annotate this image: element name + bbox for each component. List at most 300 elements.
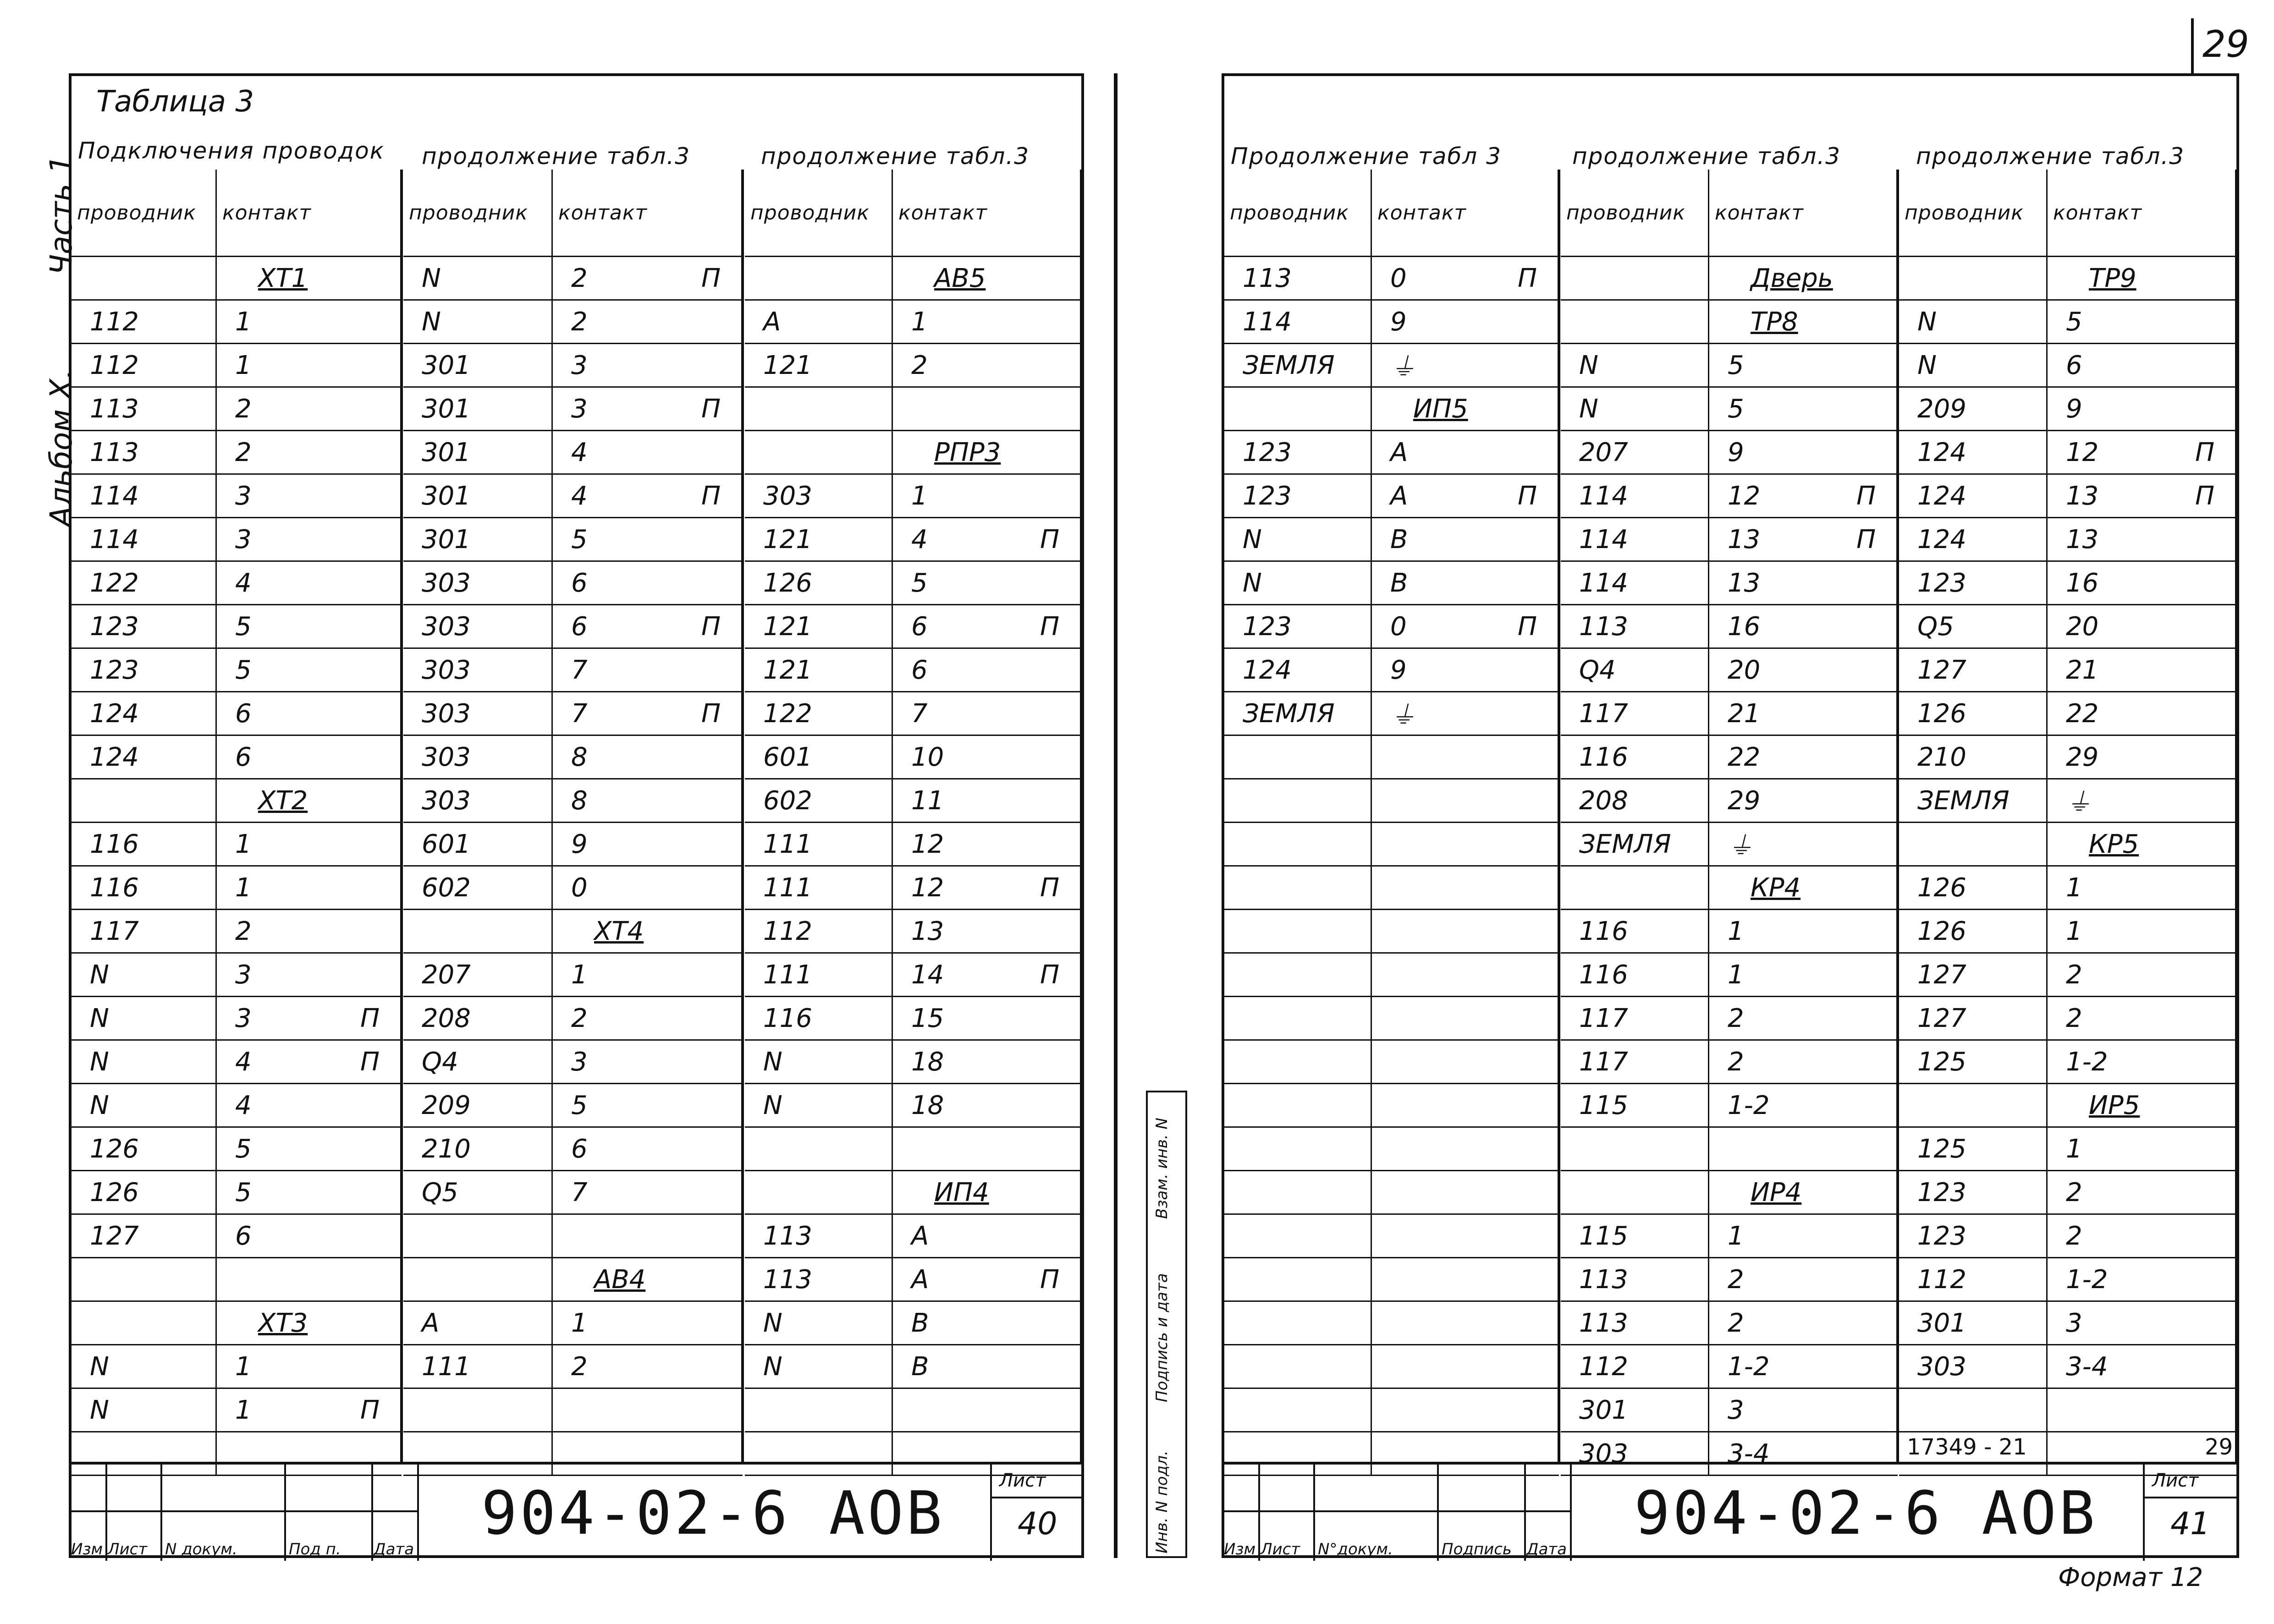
contact-cell: 3 <box>216 518 361 561</box>
mark-cell <box>2195 561 2236 605</box>
wire-cell: ЗЕМЛЯ <box>1224 692 1371 735</box>
table-row <box>72 1214 402 1258</box>
table-row <box>403 1127 743 1171</box>
wire-cell: 125 <box>1899 1040 2047 1084</box>
mark-cell <box>701 866 743 910</box>
mark-cell <box>1040 910 1081 953</box>
wire-cell: 301 <box>403 387 552 431</box>
header-wire: проводник <box>745 170 892 257</box>
table-row <box>1899 431 2236 474</box>
contact-cell: 1 <box>1709 1214 1857 1258</box>
contact-cell: B <box>1371 518 1518 561</box>
mark-cell <box>360 300 402 344</box>
contact-cell: 1-2 <box>2047 1040 2196 1084</box>
mark-cell <box>1856 431 1898 474</box>
wire-cell: 301 <box>1561 1388 1709 1432</box>
wire-cell: 114 <box>72 474 216 518</box>
table-row <box>1899 387 2236 431</box>
wire-cell <box>1561 866 1709 910</box>
header-wire: проводник <box>1899 170 2047 257</box>
mark-cell <box>1518 431 1559 474</box>
mark-cell <box>2195 605 2236 648</box>
table-row <box>1224 823 1559 866</box>
table-row <box>745 910 1081 953</box>
margin-podpis-data: Подпись и дата <box>1153 1273 1171 1402</box>
table-row <box>403 1171 743 1214</box>
table-row <box>1899 779 2236 823</box>
mark-cell <box>701 1345 743 1388</box>
contact-cell <box>1371 910 1518 953</box>
wire-cell: N <box>72 1040 216 1084</box>
mark-cell <box>1518 1258 1559 1301</box>
wire-cell: 303 <box>1561 1432 1709 1476</box>
wire-cell: 125 <box>1899 1127 2047 1171</box>
left-table-block-2 <box>403 170 743 1476</box>
mark-cell <box>360 1171 402 1214</box>
wire-cell <box>1899 1084 2047 1127</box>
table-row <box>1224 997 1559 1040</box>
mark-cell <box>2195 300 2236 344</box>
mark-cell <box>1040 257 1081 300</box>
mark-cell <box>1040 561 1081 605</box>
right-margin-box <box>1146 1091 1187 1558</box>
wire-cell: 121 <box>745 344 892 387</box>
mark-cell <box>1040 300 1081 344</box>
table-row <box>745 1301 1081 1345</box>
mark-cell <box>1040 1345 1081 1388</box>
device-group-label: ИР4 <box>1709 1171 1857 1214</box>
contact-cell: 3 <box>216 997 361 1040</box>
wire-cell: N <box>1561 344 1709 387</box>
mark-cell: П <box>360 1040 402 1084</box>
device-group-label: Дверь <box>1709 257 1857 300</box>
contact-cell: A <box>1371 431 1518 474</box>
table-row <box>745 431 1081 474</box>
wire-cell: 114 <box>72 518 216 561</box>
mark-cell <box>1518 1171 1559 1214</box>
mark-cell <box>1856 300 1898 344</box>
contact-cell: 8 <box>552 735 702 779</box>
device-group-label: XT2 <box>216 779 361 823</box>
wire-cell: 303 <box>403 692 552 735</box>
mark-cell: П <box>1518 605 1559 648</box>
contact-cell: 5 <box>216 1127 361 1171</box>
mark-cell <box>1040 1040 1081 1084</box>
wire-cell: 301 <box>403 344 552 387</box>
contact-cell: 2 <box>2047 1214 2196 1258</box>
mark-cell <box>360 474 402 518</box>
mark-cell <box>2195 997 2236 1040</box>
contact-cell: 1 <box>1709 953 1857 997</box>
table-row <box>72 518 402 561</box>
wire-cell: 207 <box>403 953 552 997</box>
table-row <box>1899 997 2236 1040</box>
contact-cell: 9 <box>1371 300 1518 344</box>
table-row <box>1561 823 1898 866</box>
wire-cell: 602 <box>403 866 552 910</box>
right-col2-title: продолжение табл.3 <box>1572 143 1841 170</box>
mark-cell <box>2195 1127 2236 1171</box>
contact-cell: ⏚ <box>1709 823 1857 866</box>
table-row <box>1899 692 2236 735</box>
page-number: 29 <box>2202 23 2249 66</box>
wire-cell: N <box>72 1345 216 1388</box>
wire-cell: 124 <box>1899 518 2047 561</box>
wire-cell: 117 <box>1561 692 1709 735</box>
left-col2-title: продолжение табл.3 <box>422 143 691 170</box>
mark-cell: П <box>701 387 743 431</box>
left-sig-podp: Под п. <box>289 1540 341 1558</box>
table-row <box>72 561 402 605</box>
table-row <box>1561 1127 1898 1171</box>
device-group-label: КР4 <box>1709 866 1857 910</box>
table-row <box>1561 1258 1898 1301</box>
contact-cell <box>1371 953 1518 997</box>
table-row <box>403 1345 743 1388</box>
contact-cell <box>552 1214 702 1258</box>
mark-cell <box>360 344 402 387</box>
wire-cell <box>1561 1127 1709 1171</box>
mark-cell <box>1518 1084 1559 1127</box>
table-row <box>1224 1345 1559 1388</box>
table-row <box>1899 605 2236 648</box>
table-row <box>745 1084 1081 1127</box>
contact-cell: 0 <box>1371 605 1518 648</box>
contact-cell: 2 <box>552 997 702 1040</box>
contact-cell: 6 <box>892 605 1041 648</box>
wire-cell: 123 <box>72 605 216 648</box>
wire-cell: 113 <box>72 431 216 474</box>
mark-cell: П <box>1856 474 1898 518</box>
contact-cell: 9 <box>2047 387 2196 431</box>
mark-cell <box>1856 1214 1898 1258</box>
mark-cell <box>1040 692 1081 735</box>
wire-cell: 301 <box>403 474 552 518</box>
wire-cell: 112 <box>745 910 892 953</box>
mark-cell <box>360 866 402 910</box>
table-row <box>403 866 743 910</box>
wire-cell <box>1224 1388 1371 1432</box>
right-sig-ndoc: N°докум. <box>1318 1540 1393 1558</box>
table-row <box>745 561 1081 605</box>
mark-cell <box>1856 1040 1898 1084</box>
mark-cell <box>701 1214 743 1258</box>
mark-cell <box>1040 431 1081 474</box>
wire-cell: N <box>745 1301 892 1345</box>
wire-cell <box>72 779 216 823</box>
header-contact: контакт <box>552 170 743 257</box>
wire-cell: 303 <box>403 561 552 605</box>
wire-cell: N <box>745 1345 892 1388</box>
contact-cell: 3 <box>1709 1388 1857 1432</box>
wire-cell: N <box>745 1040 892 1084</box>
wire-cell: 117 <box>1561 1040 1709 1084</box>
contact-cell <box>1371 735 1518 779</box>
table-row <box>1899 823 2236 866</box>
contact-cell: 1 <box>892 474 1041 518</box>
table-row <box>745 300 1081 344</box>
table-row <box>745 1040 1081 1084</box>
right-col1-title: Продолжение табл 3 <box>1231 143 1502 170</box>
table-row <box>1224 605 1559 648</box>
table-row <box>403 344 743 387</box>
table-row <box>1224 387 1559 431</box>
wire-cell: N <box>1899 344 2047 387</box>
wire-cell <box>1224 953 1371 997</box>
wire-cell: 116 <box>745 997 892 1040</box>
mark-cell <box>701 997 743 1040</box>
wire-cell: 114 <box>1561 518 1709 561</box>
mark-cell <box>360 823 402 866</box>
mark-cell <box>2195 910 2236 953</box>
mark-cell <box>701 300 743 344</box>
table-row <box>403 779 743 823</box>
wire-contact-table <box>1899 170 2236 1476</box>
contact-cell: 2 <box>1709 1040 1857 1084</box>
table-row <box>745 648 1081 692</box>
wire-cell: 116 <box>1561 735 1709 779</box>
table-header-row <box>1224 170 1559 257</box>
wire-cell: 210 <box>403 1127 552 1171</box>
table-row <box>1224 344 1559 387</box>
left-col3-title: продолжение табл.3 <box>761 143 1030 170</box>
mark-cell <box>1518 953 1559 997</box>
contact-cell: 0 <box>1371 257 1518 300</box>
mark-cell <box>360 518 402 561</box>
table-row <box>1224 518 1559 561</box>
contact-cell: 18 <box>892 1040 1041 1084</box>
table-row <box>1561 561 1898 605</box>
header-wire: проводник <box>1224 170 1371 257</box>
contact-cell: ⏚ <box>1371 692 1518 735</box>
mark-cell <box>360 735 402 779</box>
wire-cell: 126 <box>72 1127 216 1171</box>
table-row <box>403 997 743 1040</box>
contact-cell <box>892 1127 1041 1171</box>
header-contact: контакт <box>1371 170 1559 257</box>
wire-cell: 113 <box>1561 1258 1709 1301</box>
table-row <box>403 735 743 779</box>
contact-cell: 16 <box>2047 561 2196 605</box>
mark-cell <box>2195 1301 2236 1345</box>
contact-cell: 2 <box>216 910 361 953</box>
mark-cell: П <box>701 474 743 518</box>
contact-cell: 1 <box>2047 866 2196 910</box>
contact-cell: 1-2 <box>1709 1345 1857 1388</box>
wire-cell: 121 <box>745 648 892 692</box>
table-row <box>72 866 402 910</box>
wire-cell: Q5 <box>1899 605 2047 648</box>
wire-cell: 116 <box>72 866 216 910</box>
contact-cell: 2 <box>552 1345 702 1388</box>
table-row <box>1561 648 1898 692</box>
mark-cell <box>2195 823 2236 866</box>
contact-cell: 6 <box>892 648 1041 692</box>
mark-cell <box>1518 1127 1559 1171</box>
mark-cell <box>2195 1388 2236 1432</box>
wire-cell: 601 <box>745 735 892 779</box>
mark-cell <box>2195 1084 2236 1127</box>
mark-cell <box>701 1171 743 1214</box>
wire-cell: 123 <box>72 648 216 692</box>
mark-cell <box>1040 1127 1081 1171</box>
mark-cell <box>701 1084 743 1127</box>
left-col1-title: Подключения проводок <box>78 137 385 164</box>
table-row <box>1224 735 1559 779</box>
right-sig-podp: Подпись <box>1442 1540 1512 1558</box>
wire-cell: ЗЕМЛЯ <box>1224 344 1371 387</box>
mark-cell <box>1856 648 1898 692</box>
table-row <box>1561 866 1898 910</box>
table-row <box>1224 561 1559 605</box>
contact-cell: 20 <box>1709 648 1857 692</box>
contact-cell: B <box>892 1345 1041 1388</box>
table-row <box>1224 1040 1559 1084</box>
contact-cell: 14 <box>892 953 1041 997</box>
table-row <box>1899 561 2236 605</box>
contact-cell: 6 <box>216 692 361 735</box>
table-row <box>1561 387 1898 431</box>
table-row <box>1224 1388 1559 1432</box>
table-row <box>1561 257 1898 300</box>
mark-cell <box>1040 1301 1081 1345</box>
wire-cell: N <box>403 257 552 300</box>
table-row <box>745 997 1081 1040</box>
sheet-code-number: 29 <box>2205 1434 2233 1460</box>
left-table-block-1 <box>72 170 402 1476</box>
right-sig-data: Дата <box>1526 1540 1567 1558</box>
mark-cell <box>2195 953 2236 997</box>
table-row <box>1561 1214 1898 1258</box>
contact-cell: 21 <box>2047 648 2196 692</box>
table-row <box>1899 300 2236 344</box>
wire-cell <box>1224 735 1371 779</box>
table-row <box>403 518 743 561</box>
contact-cell: B <box>892 1301 1041 1345</box>
table-header-row <box>403 170 743 257</box>
contact-cell: 1 <box>892 300 1041 344</box>
mark-cell <box>1040 1214 1081 1258</box>
mark-cell <box>1518 735 1559 779</box>
mark-cell <box>701 1388 743 1432</box>
contact-cell <box>892 1388 1041 1432</box>
contact-cell: 1 <box>552 1301 702 1345</box>
table-row <box>745 518 1081 561</box>
wire-cell: N <box>72 1084 216 1127</box>
contact-cell: 2 <box>1709 997 1857 1040</box>
wire-cell: A <box>745 300 892 344</box>
wire-cell <box>745 387 892 431</box>
contact-cell <box>2047 1388 2196 1432</box>
table-row <box>745 866 1081 910</box>
right-title-block <box>1222 1462 2239 1561</box>
mark-cell <box>360 1345 402 1388</box>
left-sig-data: Дата <box>374 1540 414 1558</box>
header-contact: контакт <box>892 170 1082 257</box>
wire-cell: 111 <box>403 1345 552 1388</box>
mark-cell <box>1518 518 1559 561</box>
wire-cell: 303 <box>1899 1345 2047 1388</box>
wire-contact-table <box>403 170 743 1476</box>
wire-cell: N <box>1899 300 2047 344</box>
mark-cell <box>1856 1127 1898 1171</box>
wire-cell: 111 <box>745 823 892 866</box>
contact-cell: 7 <box>552 648 702 692</box>
wire-cell: 113 <box>745 1214 892 1258</box>
right-doc-code: 904-02-6 АОВ <box>1634 1478 2098 1548</box>
column-separator <box>2235 170 2238 1462</box>
mark-cell <box>360 1301 402 1345</box>
wire-cell <box>1224 1040 1371 1084</box>
mark-cell <box>1040 779 1081 823</box>
contact-cell: 13 <box>1709 561 1857 605</box>
contact-cell: 1 <box>216 866 361 910</box>
table-row <box>1899 1301 2236 1345</box>
table-row <box>403 605 743 648</box>
table-title: Таблица 3 <box>96 85 254 119</box>
contact-cell <box>1371 866 1518 910</box>
wire-cell: 114 <box>1224 300 1371 344</box>
table-row <box>403 1301 743 1345</box>
contact-cell <box>892 387 1041 431</box>
mark-cell <box>1856 387 1898 431</box>
right-sig-izm: Изм <box>1224 1540 1256 1558</box>
contact-cell: ⏚ <box>2047 779 2196 823</box>
table-row <box>1561 518 1898 561</box>
device-group-label: XT1 <box>216 257 361 300</box>
wire-cell: 112 <box>72 300 216 344</box>
table-row <box>72 997 402 1040</box>
contact-cell: A <box>892 1214 1041 1258</box>
contact-cell: 18 <box>892 1084 1041 1127</box>
contact-cell <box>1371 1258 1518 1301</box>
contact-cell: 4 <box>552 431 702 474</box>
table-row <box>1561 953 1898 997</box>
table-row <box>1224 953 1559 997</box>
table-row <box>403 1040 743 1084</box>
contact-cell: 5 <box>1709 387 1857 431</box>
right-list-label: Лист <box>2152 1470 2199 1491</box>
table-row <box>1224 1127 1559 1171</box>
mark-cell <box>1856 735 1898 779</box>
mark-cell <box>701 648 743 692</box>
contact-cell <box>1371 1084 1518 1127</box>
mark-cell <box>701 953 743 997</box>
contact-cell: 21 <box>1709 692 1857 735</box>
mark-cell <box>1040 1171 1081 1214</box>
page-number-divider <box>2191 18 2194 76</box>
column-separator <box>400 170 403 1462</box>
table-row <box>1561 431 1898 474</box>
mark-cell <box>1856 1171 1898 1214</box>
wire-contact-table <box>745 170 1081 1476</box>
right-list-value: 41 <box>2170 1506 2210 1542</box>
wire-cell: 116 <box>72 823 216 866</box>
contact-cell: 16 <box>1709 605 1857 648</box>
mark-cell <box>1856 823 1898 866</box>
wire-cell <box>745 1171 892 1214</box>
table-row <box>745 1171 1081 1214</box>
table-row <box>1561 300 1898 344</box>
wire-cell <box>1224 1301 1371 1345</box>
mark-cell <box>1856 779 1898 823</box>
mark-cell <box>1856 1084 1898 1127</box>
mark-cell <box>1518 910 1559 953</box>
contact-cell <box>552 1388 702 1432</box>
mark-cell <box>1040 997 1081 1040</box>
contact-cell: 13 <box>2047 518 2196 561</box>
mark-cell <box>701 1258 743 1301</box>
